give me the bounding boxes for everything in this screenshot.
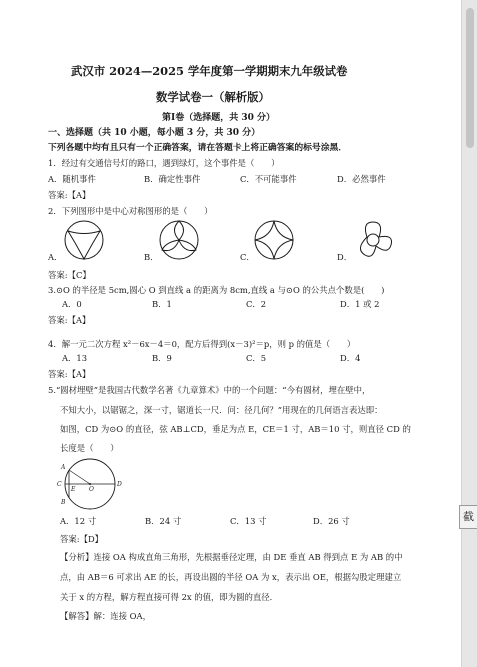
q4-option-d: D．4 (340, 353, 361, 363)
q4-stem: 4．解一元二次方程 x²－6x－4＝0，配方后得到(x－3)²＝p，则 p 的值是（ ） (48, 339, 356, 349)
q5-analysis-2: 点，由 AB＝6 可求出 AE 的长，再设出圆的半径 OA 为 x，表示出 OE，根据勾股定理建立 (60, 572, 402, 582)
exam-subtitle: 数学试卷一（解析版） (156, 90, 270, 104)
screenshot-tab-button[interactable]: 截 (459, 505, 477, 529)
q4-option-c: C．5 (246, 353, 267, 363)
q2-figure-b (158, 218, 200, 262)
instruction-text: 下列各题中均有且只有一个正确答案，请在答题卡上将正确答案的标号涂黑． (48, 143, 348, 153)
q2-stem: 2．下列图形中是中心对称图形的是（ ） (48, 206, 213, 216)
q1-option-a: A．随机事件 (48, 174, 96, 184)
q1-option-b: B．确定性事件 (144, 174, 201, 184)
label-b: B (61, 499, 66, 506)
q2-option-b: B． (144, 252, 159, 262)
q5-line-3: 如图，CD 为⊙O 的直径，弦 AB⊥CD，垂足为点 E，CE＝1 寸，AB＝10 寸，则直径 CD 的 (60, 424, 411, 434)
exam-title: 武汉市 2024—2025 学年度第一学期期末九年级试卷 (71, 64, 348, 78)
q4-option-a: A．13 (62, 353, 88, 363)
q5-answer: 答案:【D】 (60, 534, 104, 544)
label-d: D (117, 481, 122, 488)
q1-answer: 答案:【A】 (48, 190, 91, 200)
q5-option-c: C．13 寸 (230, 516, 267, 526)
q2-figure-c (253, 218, 295, 262)
q4-answer: 答案:【A】 (48, 369, 91, 379)
scrollbar-track[interactable] (461, 0, 477, 667)
label-o: O (89, 486, 94, 493)
scrollbar-thumb[interactable] (466, 8, 474, 148)
q5-line-1: 5.“圆材埋壁”是我国古代数学名著《九章算术》中的一个问题：“今有圆材，埋在壁中， (48, 385, 371, 395)
q2-option-a: A． (48, 252, 63, 262)
q2-answer: 答案:【C】 (48, 270, 91, 280)
q5-circle-figure (56, 455, 124, 513)
q3-option-b: B．1 (152, 299, 172, 309)
q2-figure-d (352, 218, 394, 262)
label-c: C (57, 481, 62, 488)
q3-option-c: C．2 (246, 299, 267, 309)
q5-option-a: A．12 寸 (60, 516, 97, 526)
q5-analysis-1: 【分析】连接 OA 构成直角三角形，先根据垂径定理，由 DE 垂直 AB 得到点 E 为 AB 的中 (60, 552, 403, 562)
label-a: A (61, 464, 66, 471)
q5-line-2: 不知大小，以锯锯之，深一寸，锯道长一尺．问：径几何？”用现在的几何语言表达即： (60, 405, 383, 415)
q5-option-b: B．24 寸 (145, 516, 182, 526)
q1-stem: 1．经过有交通信号灯的路口，遇到绿灯，这个事件是（ ） (48, 158, 280, 168)
q1-option-c: C．不可能事件 (240, 174, 297, 184)
part-heading: 第Ⅰ卷（选择题，共 30 分） (162, 113, 276, 123)
q2-option-c: C． (240, 252, 255, 262)
q1-option-d: D．必然事件 (337, 174, 386, 184)
q3-answer: 答案:【A】 (48, 315, 91, 325)
q5-option-d: D．26 寸 (313, 516, 350, 526)
q3-stem: 3.⊙O 的半径是 5cm,圆心 O 到直线 a 的距离为 8cm,直线 a 与⊙O 的公共点个数是( ) (48, 285, 385, 295)
q5-analysis-3: 关于 x 的方程，解方程直接可得 2x 的值，即为圆的直径． (60, 592, 279, 602)
q4-option-b: B．9 (152, 353, 172, 363)
section-heading: 一、选择题（共 10 小题，每小题 3 分，共 30 分） (48, 128, 261, 138)
label-e: E (71, 486, 76, 493)
q5-solution: 【解答】解：连接 OA， (60, 611, 151, 621)
q2-figure-a (63, 218, 105, 262)
q3-option-d: D．1 或 2 (340, 299, 380, 309)
q2-option-d: D． (337, 252, 353, 262)
q5-line-4: 长度是（ ） (60, 443, 119, 453)
q3-option-a: A．0 (62, 299, 82, 309)
